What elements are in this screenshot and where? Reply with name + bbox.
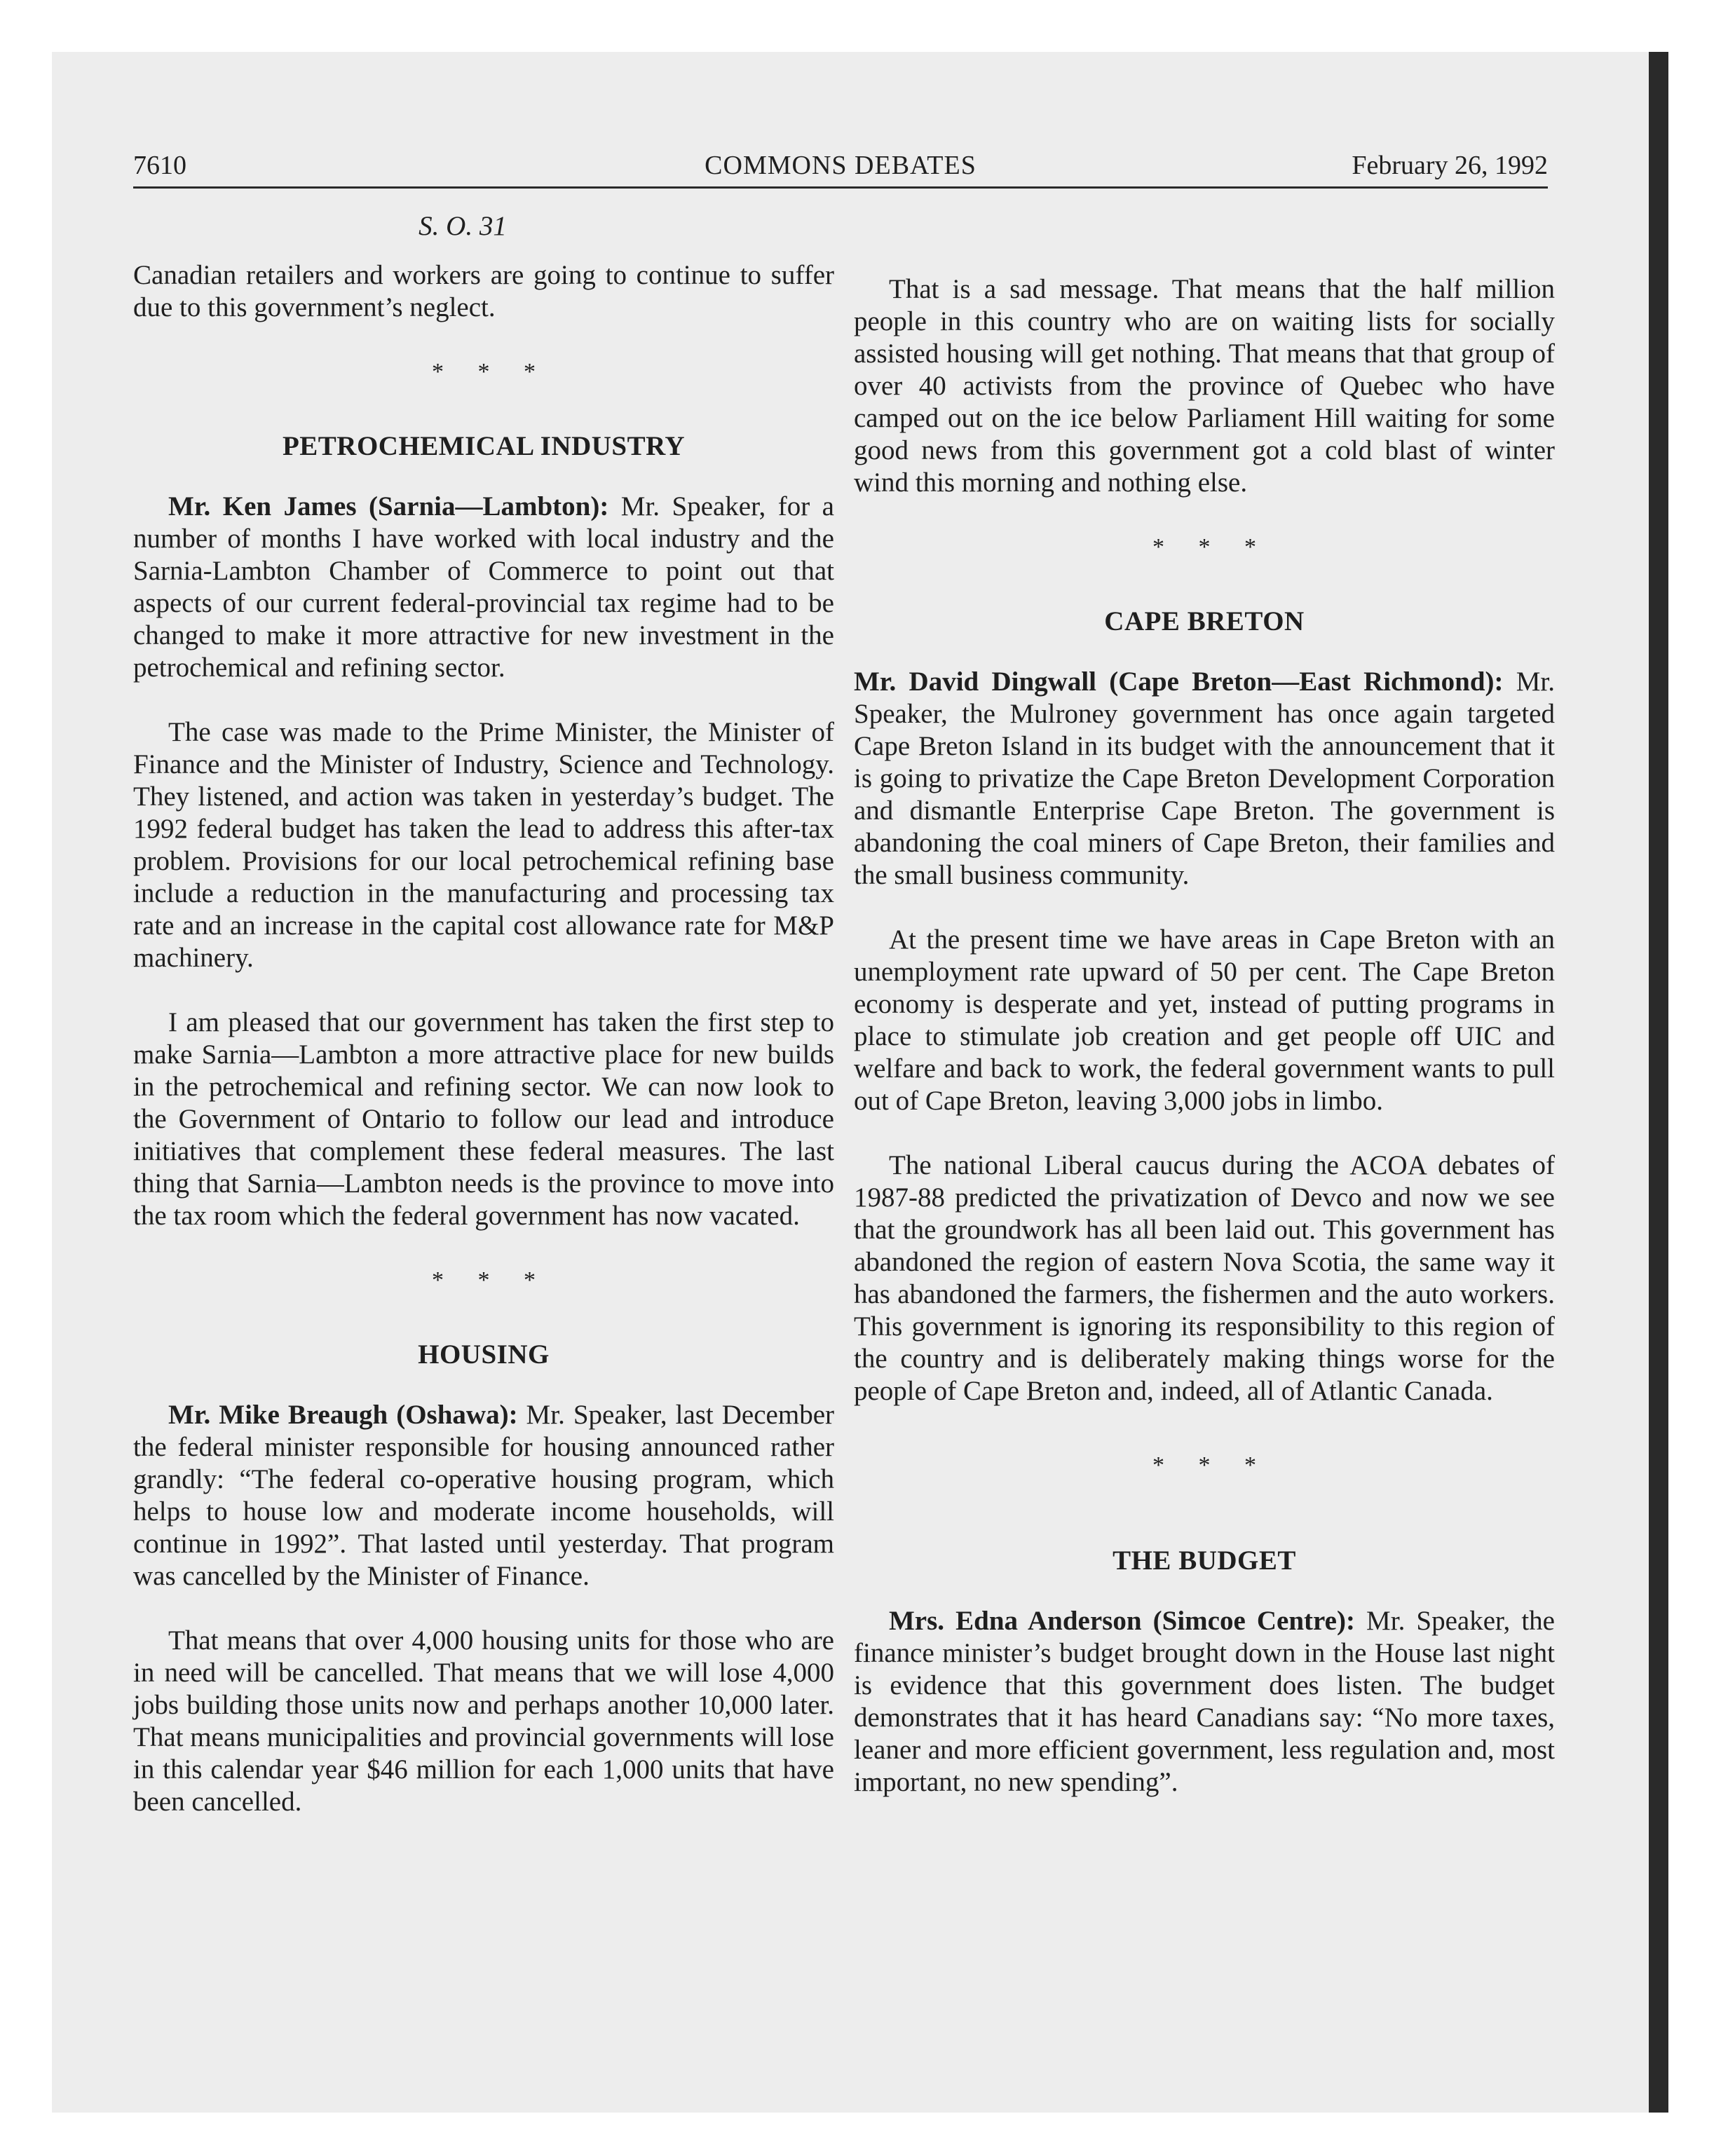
paragraph (854, 666, 1555, 892)
paragraph: Canadian retailers and workers are going to continue to suffer due to this government’s neglect. (133, 260, 834, 322)
section-heading-cape-breton: CAPE BRETON (1104, 606, 1305, 636)
speaker-name: Mrs. Edna Anderson (Simcoe Centre): (889, 1606, 1355, 1636)
header-rule (133, 186, 1548, 189)
speaker-name: Mr. Mike Breaugh (Oshawa): (168, 1400, 518, 1430)
paragraph: At the present time we have areas in Cape Breton with an unemployment rate upward of 50 per cent. The Cape Breton economy is desperate and yet, instead of putting programs in place to stimulate job creation and get people off UIC and welfare and back to work, the federal government wants to pull out of Cape Breton, leaving 3,000 jobs in limbo. (854, 925, 1555, 1116)
page-number: 7610 (133, 151, 186, 180)
paragraph: The national Liberal caucus during the ACOA debates of 1987-88 predicted the privatization of Devco and now we see that the groundwork has all been laid out. This government has abandoned the region of eastern Nova Scotia, the same way it has abandoned the farmers, the fishermen and the auto workers. This government is ignoring its responsibility to this region of the country and is deliberately making things worse for the people of Cape Breton and, indeed, all of Atlantic Canada. (854, 1150, 1555, 1406)
section-heading-housing: HOUSING (418, 1339, 550, 1370)
speech-text: Mr. Speaker, the Mulroney government has once again targeted Cape Breton Island in its budget with the announcement that it is going to privatize the Cape Breton Development Corporation and dismantle Enterprise Cape Breton. The government is abandoning the coal miners of Cape Breton, their families and the small business community. (854, 667, 1555, 890)
page-header (133, 144, 1548, 186)
section-separator: * * * (432, 359, 550, 385)
right-column (854, 273, 1555, 1831)
section-separator: * * * (1152, 1452, 1270, 1478)
speaker-name: Mr. Ken James (Sarnia—Lambton): (168, 491, 609, 521)
speech-text: Mr. Speaker, for a number of months I have worked with local industry and the Sarnia-Lambton Chamber of Commerce to point out that aspects of our current federal-provincial tax regime had to be changed to make it more attractive for new investment in the petrochemical and refining sector. (133, 491, 834, 683)
section-heading-budget: THE BUDGET (1113, 1546, 1296, 1576)
section-separator: * * * (1152, 534, 1270, 560)
paragraph: I am pleased that our government has taken the first step to make Sarnia—Lambton a more attractive place for new builds in the petrochemical and refining sector. We can now look to the Government of Ontario to follow our lead and introduce initiatives that complement these federal measures. The last thing that Sarnia—Lambton needs is the province to move into the tax room which the federal government has now vacated. (133, 1007, 834, 1231)
paragraph (854, 1605, 1555, 1799)
paragraph (133, 491, 834, 684)
paragraph: That means that over 4,000 housing units for those who are in need will be cancelled. That means that we will lose 4,000 jobs building those units now and perhaps another 10,000 later. That means municipalities and provincial governments will lose in this calendar year $46 million for each 1,000 units that have been cancelled. (133, 1625, 834, 1817)
page-date: February 26, 1992 (1352, 151, 1548, 180)
speaker-name: Mr. David Dingwall (Cape Breton—East Richmond): (854, 667, 1504, 697)
paragraph (133, 1399, 834, 1592)
paragraph: That is a sad message. That means that the half million people in this country who are on waiting lists for socially assisted housing will get nothing. That means that that group of over 40 activists from the province of Quebec who have camped out on the ice below Parliament Hill waiting for some good news from this government got a cold blast of winter wind this morning and nothing else. (854, 274, 1555, 498)
speech-text: Mr. Speaker, last December the federal minister responsible for housing announced rather grandly: “The federal co-operative housing program, which helps to house low and moderate income households, will continue in 1992”. That lasted until yesterday. That program was cancelled by the Minister of Finance. (133, 1400, 834, 1591)
section-separator: * * * (432, 1267, 550, 1293)
standing-order-label: S. O. 31 (419, 211, 507, 241)
left-column (133, 210, 834, 1850)
paragraph: The case was made to the Prime Minister, the Minister of Finance and the Minister of Industry, Science and Technology. They listened, and action was taken in yesterday’s budget. The 1992 federal budget has taken the lead to address this after-tax problem. Provisions for our local petrochemical refining base include a reduction in the manufacturing and processing tax rate and an increase in the capital cost allowance rate for M&P machinery. (133, 717, 834, 973)
section-heading-petrochemical: PETROCHEMICAL INDUSTRY (282, 431, 686, 461)
publication-title: COMMONS DEBATES (705, 151, 977, 180)
speech-text: Mr. Speaker, the finance minister’s budget brought down in the House last night is evidence that this government does listen. The budget demonstrates that it has heard Canadians say: “No more taxes, leaner and more efficient government, less regulation and, most important, no new spending”. (854, 1606, 1555, 1797)
